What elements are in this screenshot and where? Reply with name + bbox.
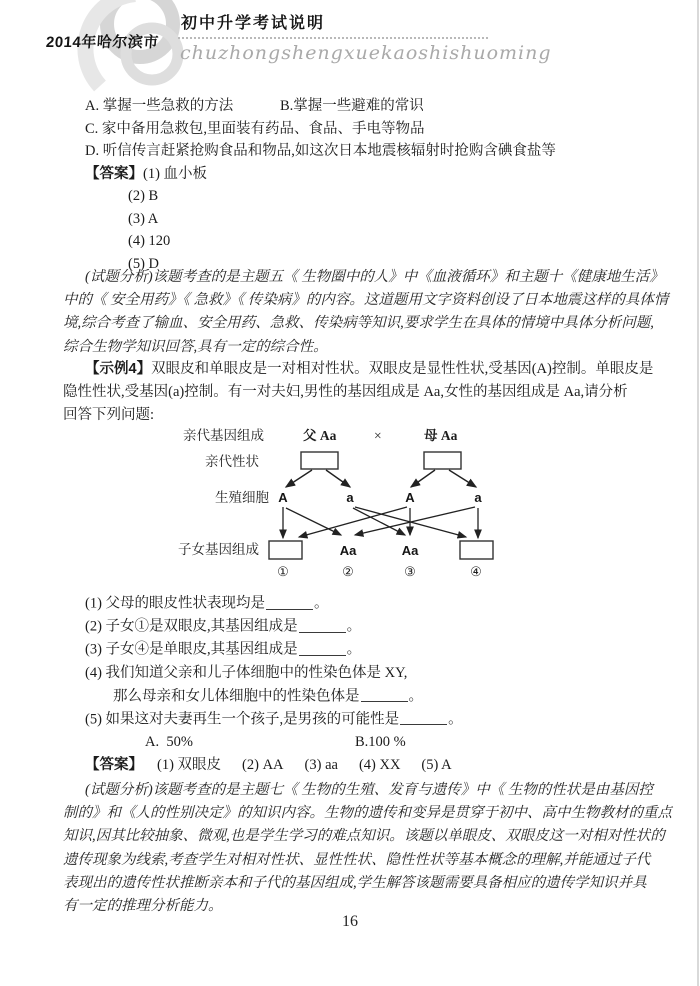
diagram-row1-label: 亲代基因组成 bbox=[183, 428, 264, 443]
answer1-item4: (4) 120 bbox=[128, 233, 171, 249]
answer2-item: (2) AA bbox=[242, 757, 284, 774]
genetic-cross-diagram bbox=[168, 421, 548, 591]
period: 。 bbox=[448, 711, 463, 728]
questions-block bbox=[63, 592, 653, 731]
period: 。 bbox=[346, 641, 362, 658]
answer1-item1: (1) 血小板 bbox=[143, 165, 208, 182]
answer-label: 【答案】 bbox=[85, 165, 143, 182]
child4-genotype-box bbox=[460, 541, 493, 559]
choices-and-answers-block bbox=[63, 95, 653, 275]
divider-dotted-line bbox=[178, 37, 488, 39]
answer1-line1 bbox=[63, 163, 653, 186]
question-3 bbox=[63, 638, 653, 661]
option-d: D. 听信传言赶紧抢购食品和物品,如这次日本地震核辐射时抢购含碘食盐等 bbox=[85, 143, 556, 159]
answer2-item: (3) aa bbox=[304, 757, 338, 774]
example4-label: 【示例4】 bbox=[85, 361, 152, 377]
question-text: (2) 子女①是双眼皮,其基因组成是 bbox=[85, 618, 298, 635]
period: 。 bbox=[314, 595, 329, 612]
child1-number: ① bbox=[277, 564, 289, 579]
answer2-line bbox=[63, 754, 653, 777]
answer-blank bbox=[400, 710, 447, 726]
question-4-line1: (4) 我们知道父亲和儿子体细胞中的性染色体是 XY, bbox=[85, 664, 408, 681]
page-title: 初中升学考试说明 bbox=[181, 15, 326, 32]
answer-blank bbox=[299, 617, 346, 633]
child3-genotype: Aa bbox=[401, 543, 419, 558]
diagram-row3-label: 生殖细胞 bbox=[215, 490, 269, 505]
question-text: (1) 父母的眼皮性状表现均是 bbox=[85, 595, 266, 612]
father-trait-box bbox=[301, 452, 338, 469]
answer2-item: (4) XX bbox=[358, 757, 401, 774]
question-1 bbox=[63, 592, 653, 615]
analysis1-line: 综合生物学知识回答,具有一定的综合性。 bbox=[63, 338, 328, 355]
child3-number: ③ bbox=[404, 564, 416, 579]
child2-genotype: Aa bbox=[339, 543, 357, 558]
question-2 bbox=[63, 615, 653, 638]
parent-to-gamete-arrows bbox=[286, 470, 476, 487]
example4-line1 bbox=[63, 358, 653, 381]
period: 。 bbox=[346, 618, 362, 635]
analysis1-paragraph bbox=[63, 266, 669, 359]
analysis2-paragraph bbox=[63, 779, 672, 918]
edition-label: 2014年哈尔滨市 bbox=[45, 34, 160, 51]
option-c: C. 家中备用急救包,里面装有药品、食品、手电等物品 bbox=[85, 120, 425, 137]
option-a: A. 掌握一些急救的方法 bbox=[85, 98, 234, 114]
example4-line2: 隐性性状,受基因(a)控制。有一对夫妇,男性的基因组成是 Aa,女性的基因组成是 Aa,请分析 bbox=[63, 384, 628, 401]
answer-blank bbox=[361, 687, 408, 703]
analysis2-line: 表现出的遗传性状推断亲本和子代的基因组成,学生解答该题需要具备相应的遗传学知识并具 bbox=[63, 874, 647, 891]
diagram-row4-label: 子女基因组成 bbox=[178, 542, 259, 557]
answer-blank bbox=[299, 640, 346, 656]
example4-text: 双眼皮和单眼皮是一对相对性状。双眼皮是显性性状,受基因(A)控制。单眼皮是 bbox=[151, 361, 654, 377]
answer-blank bbox=[266, 594, 313, 610]
answer1-item3: (3) A bbox=[128, 210, 159, 227]
question-text: 那么母亲和女儿体细胞中的性染色体是 bbox=[113, 688, 360, 705]
gamete-mother-A: A bbox=[405, 490, 415, 505]
example4-line3: 回答下列问题: bbox=[63, 407, 155, 424]
gamete-mother-a: a bbox=[474, 490, 482, 505]
question-5 bbox=[63, 708, 653, 731]
cross-symbol: × bbox=[374, 428, 382, 443]
gamete-to-child-arrows bbox=[283, 507, 478, 538]
pinyin-subtitle: chuzhongshengxuekaoshishuoming bbox=[180, 42, 552, 64]
analysis2-line: 有一定的推理分析能力。 bbox=[63, 897, 223, 914]
page-edge-line bbox=[697, 0, 699, 986]
mother-genotype: 母 Aa bbox=[424, 428, 458, 443]
question-4-line2 bbox=[63, 685, 653, 708]
analysis2-line: 知识,因其比较抽象、微观,也是学生学习的难点知识。该题以单眼皮、双眼皮这一对相对性状的 bbox=[63, 828, 665, 845]
father-genotype: 父 Aa bbox=[303, 428, 337, 443]
q5-option-a: A. 50% bbox=[145, 734, 193, 750]
analysis1-line: 中的《 安全用药》《 急救》《 传染病》的内容。这道题用文字资料创设了日本地震这样的具体情 bbox=[63, 292, 669, 309]
answer2-item: (1) 双眼皮 bbox=[157, 757, 222, 774]
answer1-item2: (2) B bbox=[128, 188, 159, 204]
analysis1-line: (试题分析)该题考查的是主题五《 生物圈中的人》中《血液循环》和主题十《健康地生活》 bbox=[85, 269, 664, 285]
option-line-ab bbox=[63, 95, 653, 118]
answer-label: 【答案】 bbox=[85, 757, 143, 774]
q5-option-b: B.100 % bbox=[355, 734, 406, 750]
page-number: 16 bbox=[342, 913, 358, 930]
example4-paragraph bbox=[63, 358, 653, 428]
q5-option-line bbox=[63, 731, 653, 754]
option-b: B.掌握一些避难的常识 bbox=[280, 98, 424, 114]
gamete-father-a: a bbox=[346, 490, 354, 505]
answer2-item: (5) A bbox=[421, 757, 452, 774]
question-text: (5) 如果这对夫妻再生一个孩子,是男孩的可能性是 bbox=[85, 711, 400, 728]
child4-number: ④ bbox=[470, 564, 482, 579]
diagram-row2-label: 亲代性状 bbox=[205, 454, 259, 469]
q5-options-and-answers bbox=[63, 731, 653, 777]
gamete-father-A: A bbox=[278, 490, 288, 505]
period: 。 bbox=[408, 688, 423, 705]
mother-trait-box bbox=[424, 452, 461, 469]
analysis2-line: 制的》和《人的性别决定》的知识内容。生物的遗传和变异是贯穿于初中、高中生物教材的重点 bbox=[63, 805, 672, 822]
analysis2-line: (试题分析)该题考查的是主题七《 生物的生殖、发育与遗传》中《 生物的性状是由基因控 bbox=[85, 782, 653, 798]
analysis2-line: 遗传现象为线索,考查学生对相对性状、显性性状、隐性性状等基本概念的理解,并能通过子代 bbox=[63, 851, 651, 868]
question-text: (3) 子女④是单眼皮,其基因组成是 bbox=[85, 641, 298, 658]
answer1-item5: (5) D bbox=[128, 255, 160, 272]
child2-number: ② bbox=[342, 564, 354, 579]
analysis1-line: 境,综合考查了输血、安全用药、急救、传染病等知识,要求学生在具体的情境中具体分析问题, bbox=[63, 315, 654, 332]
child1-genotype-box bbox=[269, 541, 302, 559]
